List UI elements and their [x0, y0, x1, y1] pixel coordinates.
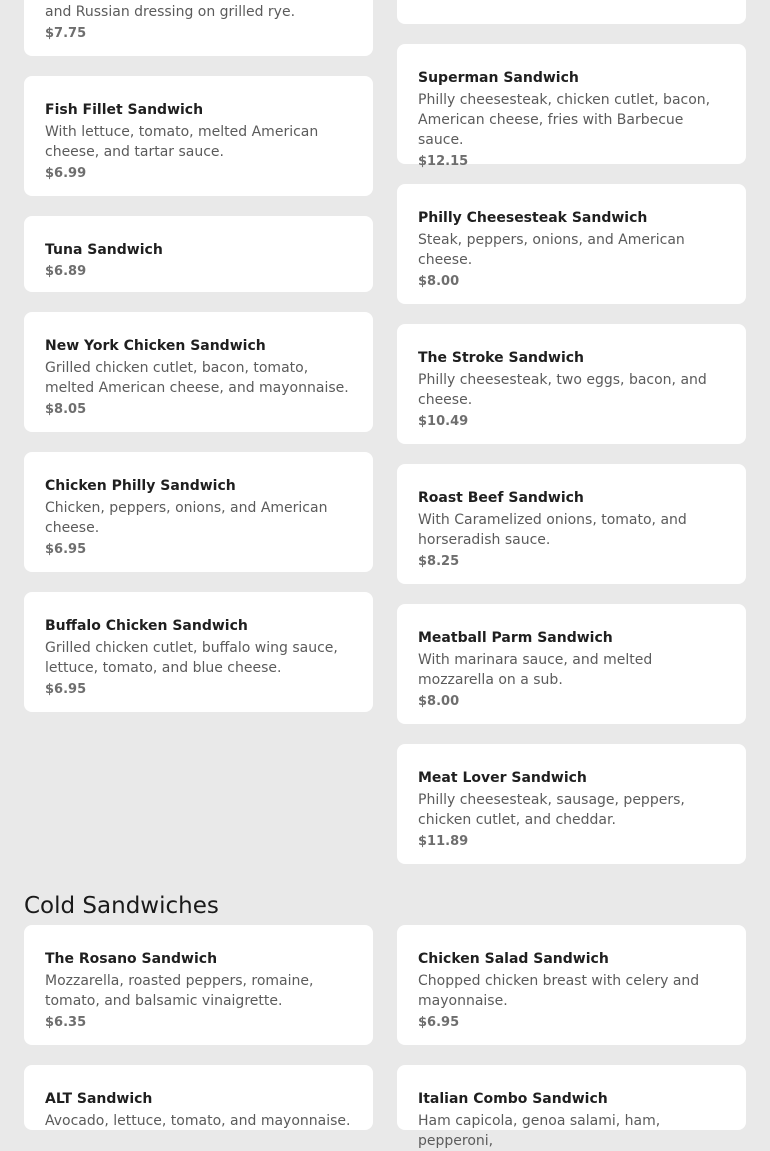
item-price: $6.89 [45, 264, 87, 279]
cold-menu-column-right [397, 925, 746, 1149]
item-name: Philly Cheesesteak Sandwich [418, 210, 648, 226]
item-name: The Stroke Sandwich [418, 350, 585, 366]
item-description: Ham capicola, genoa salami, ham, pepperoni, [418, 1113, 661, 1149]
item-price: $6.95 [45, 682, 87, 697]
menu-item-card[interactable] [397, 324, 746, 444]
item-name: The Rosano Sandwich [45, 951, 218, 967]
item-description: Steak, peppers, onions, and American cheese. [418, 232, 685, 268]
menu-item-card[interactable] [397, 44, 746, 169]
item-description: Grilled chicken cutlet, buffalo wing sauce, lettuce, tomato, and blue cheese. [45, 640, 338, 676]
menu-item-card[interactable] [24, 452, 373, 572]
menu-item-card[interactable] [24, 76, 373, 196]
item-name: Meat Lover Sandwich [418, 770, 587, 786]
menu-item-card[interactable] [397, 184, 746, 304]
item-description: With marinara sauce, and melted mozzarella on a sub. [418, 652, 653, 688]
item-description: Grilled chicken cutlet, bacon, tomato, melted American cheese, and mayonnaise. [45, 360, 349, 396]
item-price: $12.15 [418, 154, 469, 169]
item-price: $8.05 [45, 402, 87, 417]
item-price: $8.00 [418, 694, 460, 709]
item-price: $6.35 [45, 1015, 87, 1030]
item-description: Chicken, peppers, onions, and American cheese. [45, 500, 328, 536]
menu-item-card[interactable] [24, 216, 373, 292]
item-price: $6.95 [45, 542, 87, 557]
item-price: $8.25 [418, 554, 460, 569]
item-description: Philly cheesesteak, two eggs, bacon, and cheese. [418, 372, 707, 408]
menu-item-card[interactable] [24, 1065, 373, 1130]
item-price: $10.49 [418, 414, 469, 429]
item-name: Italian Combo Sandwich [418, 1091, 608, 1107]
menu-column-left [24, 0, 373, 732]
item-name: Chicken Philly Sandwich [45, 478, 236, 494]
item-price: $8.00 [418, 274, 460, 289]
item-description: With Caramelized onions, tomato, and horseradish sauce. [418, 512, 687, 548]
item-price: $6.95 [418, 1015, 460, 1030]
item-name: Buffalo Chicken Sandwich [45, 618, 248, 634]
item-price: $7.75 [45, 26, 87, 41]
menu-item-card[interactable] [397, 0, 746, 24]
item-description: With lettuce, tomato, melted American cheese, and tartar sauce. [45, 124, 319, 160]
menu-item-card[interactable] [397, 1065, 746, 1149]
item-name: Superman Sandwich [418, 70, 579, 86]
item-price: $11.89 [418, 834, 469, 849]
section-title-cold-sandwiches: Cold Sandwiches [24, 893, 219, 919]
item-description: Avocado, lettuce, tomato, and mayonnaise. [45, 1113, 351, 1129]
item-name: ALT Sandwich [45, 1091, 153, 1107]
item-name: Tuna Sandwich [45, 242, 163, 258]
menu-item-card[interactable] [24, 312, 373, 432]
item-name: Roast Beef Sandwich [418, 490, 584, 506]
item-description: Philly cheesesteak, chicken cutlet, bacon, American cheese, fries with Barbecue sauce. [418, 92, 711, 148]
item-name: New York Chicken Sandwich [45, 338, 266, 354]
item-description: and Russian dressing on grilled rye. [45, 4, 296, 20]
item-description: Mozzarella, roasted peppers, romaine, tomato, and balsamic vinaigrette. [45, 973, 314, 1009]
menu-item-card[interactable] [24, 0, 373, 56]
menu-column-right [397, 0, 746, 884]
menu-item-card[interactable] [397, 925, 746, 1045]
item-description: Philly cheesesteak, sausage, peppers, chicken cutlet, and cheddar. [418, 792, 685, 828]
item-name: Chicken Salad Sandwich [418, 951, 609, 967]
menu-item-card[interactable] [24, 592, 373, 712]
item-name: Fish Fillet Sandwich [45, 102, 204, 118]
menu-item-card[interactable] [397, 604, 746, 724]
menu-item-card[interactable] [397, 464, 746, 584]
menu-item-card[interactable] [397, 744, 746, 864]
cold-menu-column-left [24, 925, 373, 1130]
item-description: Chopped chicken breast with celery and mayonnaise. [418, 973, 700, 1009]
menu-item-card[interactable] [24, 925, 373, 1045]
item-name: Meatball Parm Sandwich [418, 630, 613, 646]
item-price: $6.99 [45, 166, 87, 181]
